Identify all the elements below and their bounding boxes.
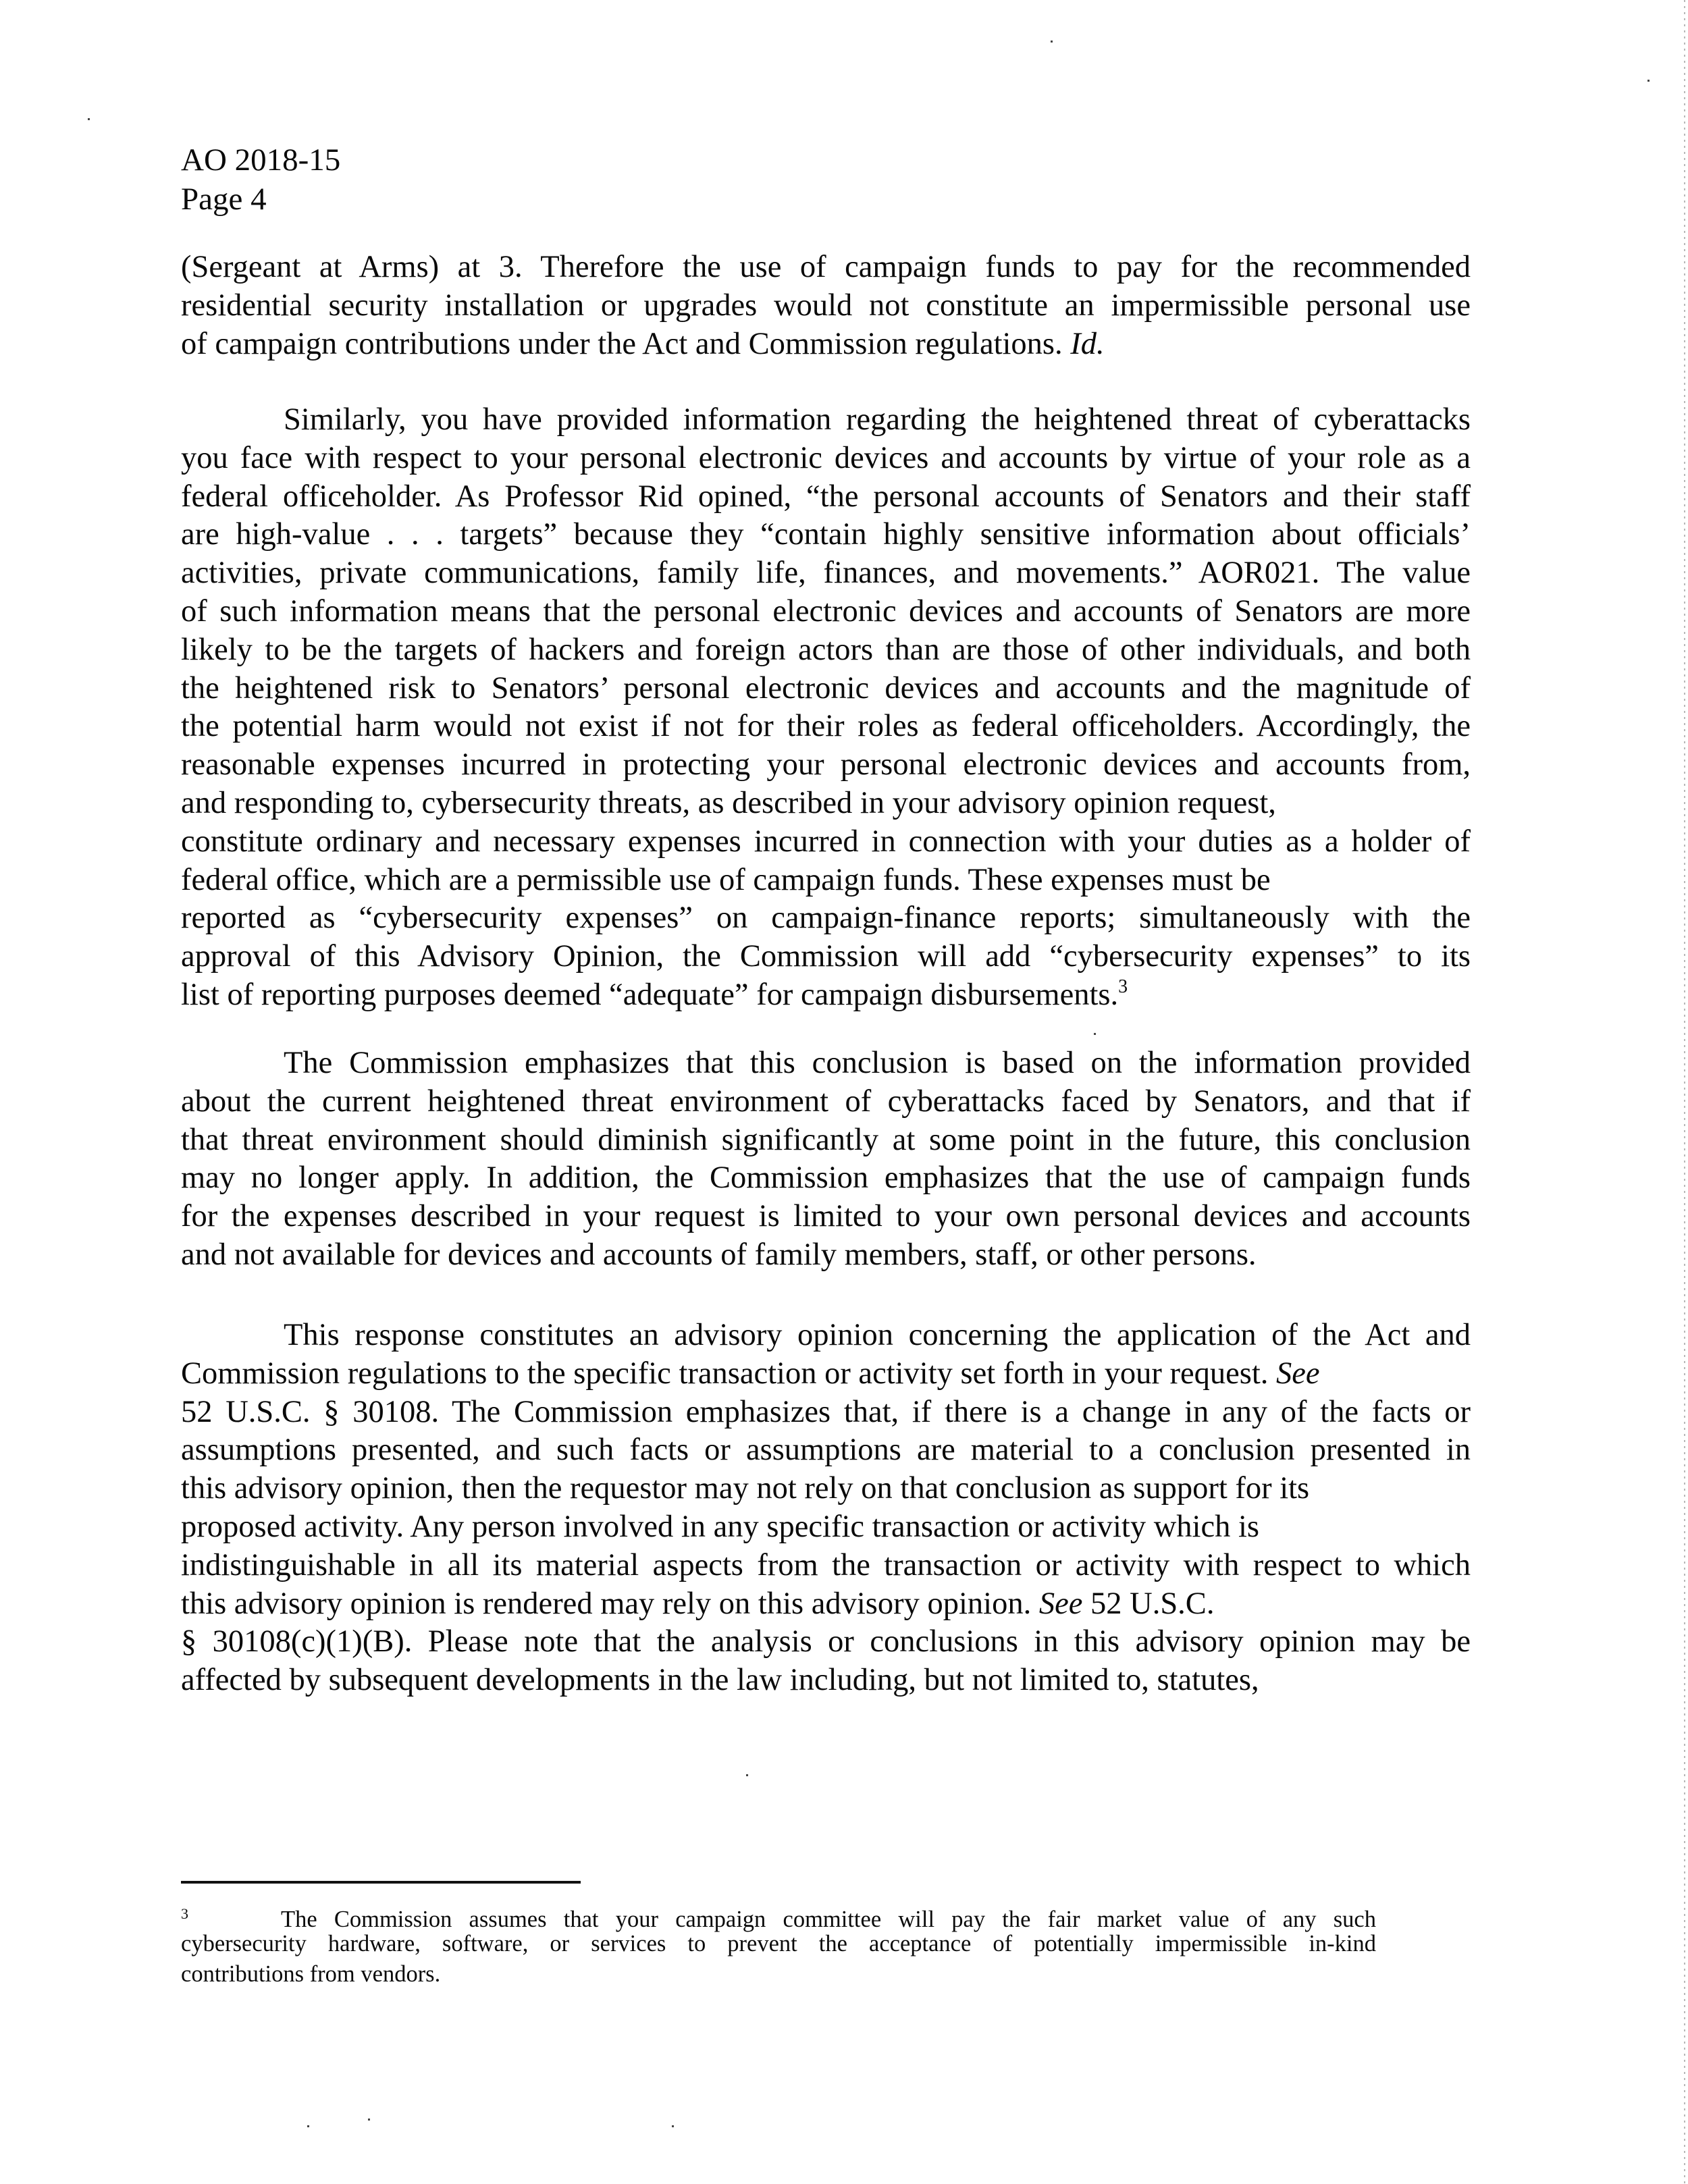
text-run: this advisory opinion is rendered may rely on this advisory opinion. xyxy=(181,1586,1039,1621)
text-line: This response constitutes an advisory opinion concerning the application of the Act and xyxy=(284,1318,1471,1352)
paragraph-3 xyxy=(181,1044,1471,1275)
text-line: and responding to, cybersecurity threats, as described in your advisory opinion request, xyxy=(181,785,1276,820)
text-line: the heightened risk to Senators’ personal electronic devices and accounts and the magnitude of xyxy=(181,670,1471,705)
footnote-marker: 3 xyxy=(181,1905,188,1922)
text-line: approval of this Advisory Opinion, the Commission will add “cybersecurity expenses” to its xyxy=(181,939,1471,974)
footnote-line: cybersecurity hardware, software, or services to prevent the acceptance of potentially impermissible in-kind xyxy=(181,1931,1376,1956)
scan-speck xyxy=(88,118,90,120)
paragraph-1 xyxy=(181,248,1471,363)
opinion-number: AO 2018-15 xyxy=(181,142,341,178)
text-line: Similarly, you have provided information regarding the heightened threat of cyberattacks xyxy=(284,402,1471,437)
text-line xyxy=(181,1585,1471,1624)
text-line: residential security installation or upgrades would not constitute an impermissible personal use xyxy=(181,288,1471,323)
scan-edge-artifact xyxy=(1684,0,1685,2184)
text-run: 52 U.S.C. xyxy=(1082,1586,1215,1621)
text-line: constitute ordinary and necessary expenses incurred in connection with your duties as a holder of xyxy=(181,824,1471,859)
text-line: likely to be the targets of hackers and foreign actors than are those of other individuals, and both xyxy=(181,632,1471,667)
text-run: The Commission assumes that your campaign committee will pay the fair market value of any such xyxy=(281,1907,1376,1932)
footnote-3 xyxy=(181,1898,1376,1990)
text-line: you face with respect to your personal electronic devices and accounts by virtue of your role as a xyxy=(181,440,1471,475)
text-line: assumptions presented, and such facts or assumptions are material to a conclusion presented in xyxy=(181,1433,1471,1468)
text-line: this advisory opinion, then the requestor may not rely on that conclusion as support for its xyxy=(181,1471,1310,1506)
text-line: the potential harm would not exist if not for their roles as federal officeholders. Accordingly, the xyxy=(181,709,1471,744)
text-run: list of reporting purposes deemed “adequate” for campaign disbursements. xyxy=(181,977,1119,1012)
scan-speck xyxy=(1051,41,1053,43)
text-line: indistinguishable in all its material aspects from the transaction or activity with respect to which xyxy=(181,1547,1471,1582)
text-line xyxy=(181,1355,1471,1393)
footnote-line xyxy=(181,1898,1376,1932)
text-line: may no longer apply. In addition, the Commission emphasizes that the use of campaign funds xyxy=(181,1161,1471,1196)
text-line: that threat environment should diminish significantly at some point in the future, this conclusion xyxy=(181,1122,1471,1157)
text-run: Commission regulations to the specific transaction or activity set forth in your request. xyxy=(181,1356,1276,1391)
text-line: 52 U.S.C. § 30108. The Commission emphasizes that, if there is a change in any of the facts or xyxy=(181,1394,1471,1429)
text-line: § 30108(c)(1)(B). Please note that the analysis or conclusions in this advisory opinion may be xyxy=(181,1624,1471,1659)
text-line: federal office, which are a permissible use of campaign funds. These expenses must be xyxy=(181,862,1271,897)
text-line: federal officeholder. As Professor Rid opined, “the personal accounts of Senators and their staff xyxy=(181,479,1471,514)
citation-id: Id. xyxy=(1070,326,1105,361)
scan-speck xyxy=(307,2125,309,2127)
footnote-line: contributions from vendors. xyxy=(181,1961,441,1987)
text-run: of campaign contributions under the Act and Commission regulations. xyxy=(181,326,1071,361)
text-line: (Sergeant at Arms) at 3. Therefore the use of campaign funds to pay for the recommended xyxy=(181,250,1471,284)
text-line: of such information means that the personal electronic devices and accounts of Senators are more xyxy=(181,593,1471,629)
text-line xyxy=(181,976,1471,1015)
page-number: Page 4 xyxy=(181,182,267,217)
text-line: are high-value . . . targets” because they “contain highly sensitive information about officials’ xyxy=(181,517,1471,552)
citation-see: See xyxy=(1275,1356,1320,1391)
text-line: and not available for devices and accounts of family members, staff, or other persons. xyxy=(181,1237,1257,1272)
paragraph-4 xyxy=(181,1316,1471,1700)
text-line: reported as “cybersecurity expenses” on campaign-finance reports; simultaneously with the xyxy=(181,901,1471,936)
scan-speck xyxy=(1647,80,1650,82)
scan-speck xyxy=(746,1774,748,1776)
text-line: affected by subsequent developments in the law including, but not limited to, statutes, xyxy=(181,1663,1259,1698)
text-line: activities, private communications, family life, finances, and movements.” AOR021. The value xyxy=(181,556,1471,591)
scan-speck xyxy=(1094,1033,1096,1035)
page-header xyxy=(181,140,340,219)
scan-speck xyxy=(672,2125,674,2127)
footnote-reference[interactable]: 3 xyxy=(1118,976,1128,997)
text-line: The Commission emphasizes that this conclusion is based on the information provided xyxy=(284,1046,1471,1080)
scan-speck xyxy=(368,2119,370,2121)
text-line: proposed activity. Any person involved in any specific transaction or activity which is xyxy=(181,1509,1259,1544)
text-line: reasonable expenses incurred in protecting your personal electronic devices and accounts from, xyxy=(181,747,1471,782)
text-line: about the current heightened threat environment of cyberattacks faced by Senators, and that if xyxy=(181,1084,1471,1119)
paragraph-2 xyxy=(181,401,1471,1015)
footnote-separator xyxy=(181,1881,581,1884)
citation-see: See xyxy=(1038,1586,1083,1621)
text-line: for the expenses described in your request is limited to your own personal devices and accounts xyxy=(181,1199,1471,1234)
text-line xyxy=(181,325,1471,364)
